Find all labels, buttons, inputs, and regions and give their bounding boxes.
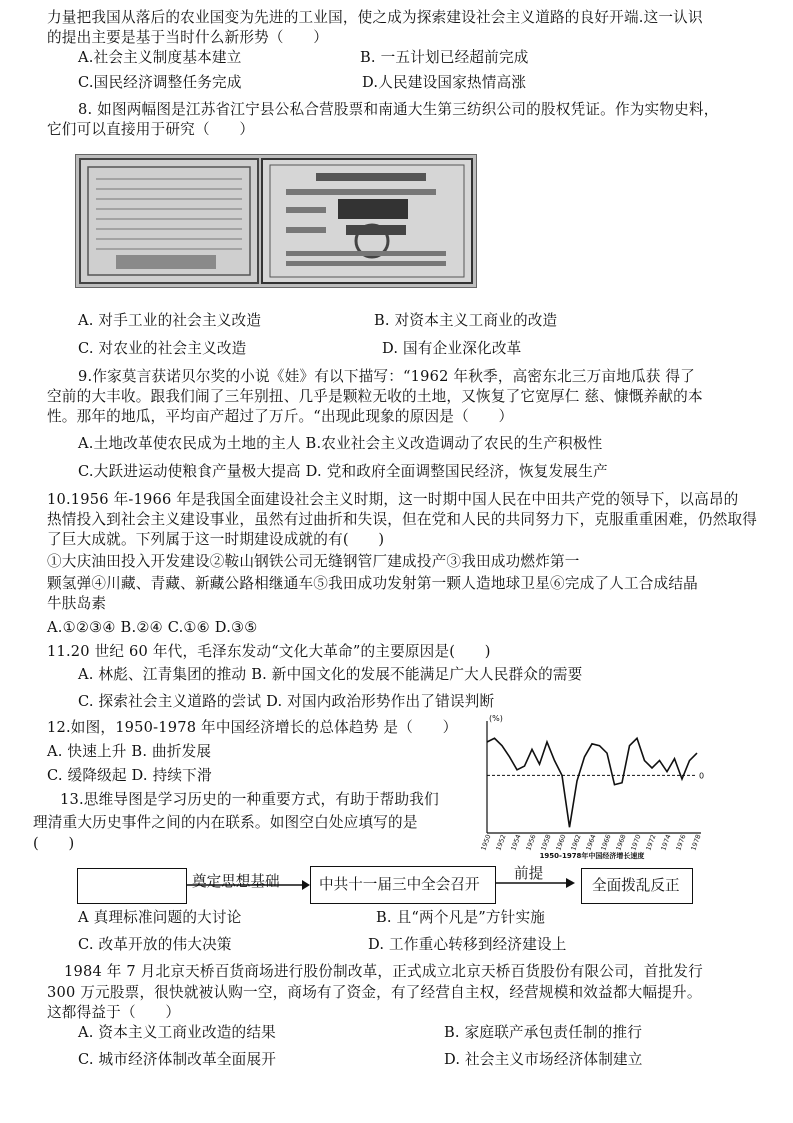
growth-series-line (487, 738, 697, 827)
q11-options-ab[interactable]: A. 林彪、江青集团的推动 B. 新中国文化的发展不能满足广大人民群众的需要 (78, 666, 583, 683)
q10-items-line2: 颗氢弹④川藏、青藏、新藏公路相继通车⑤我田成功发射第一颗人造地球卫星⑥完成了人工合成结晶 (47, 575, 698, 592)
q12-stem: 12.如图，1950-1978 年中国经济增长的总体趋势 是（ ） (47, 719, 458, 736)
q10-stem-line2: 热情投入到社会主义建设事业，虽然有过曲折和失误，但在党和人民的共同努力下，克服重重困难，仍然取得 (47, 511, 758, 528)
q14-option-d[interactable]: D. 社会主义市场经济体制建立 (444, 1051, 643, 1068)
q9-stem-line3: 性。那年的地瓜，平均亩产超过了万斤。“出现此现象的原因是（ ） (47, 408, 514, 425)
q8-stem-line2: 它们可以直接用于研究（ ） (47, 121, 255, 138)
q7-option-a[interactable]: A.社会主义制度基本建立 (78, 49, 242, 66)
x-tick-label: 1964 (584, 833, 598, 852)
q13-stem-line1: 13.思维导图是学习历史的一种重要方式，有助于帮助我们 (60, 791, 439, 808)
x-tick-label: 1972 (644, 833, 658, 852)
q8-option-b[interactable]: B. 对资本主义工商业的改造 (374, 312, 558, 329)
q13-option-d[interactable]: D. 工作重心转移到经济建设上 (368, 936, 567, 953)
x-tick-label: 1956 (524, 833, 538, 852)
q7-stem-line2: 的提出主要是基于当时什么新形势（ ） (47, 29, 329, 46)
growth-chart-svg (475, 713, 715, 861)
chart-title: 1950-1978年中国经济增长速度 (539, 852, 645, 860)
q9-options-cd[interactable]: C.大跃进运动使粮食产量极大提高 D. 党和政府全面调整国民经济，恢复发展生产 (78, 463, 608, 480)
growth-chart (475, 713, 715, 861)
q14-option-a[interactable]: A. 资本主义工商业改造的结果 (78, 1024, 276, 1041)
q13-stem-line3: ( ) (33, 835, 75, 852)
x-tick-label: 1954 (509, 833, 523, 852)
mindmap-arrow2-label: 前提 (514, 865, 544, 882)
mindmap-blank-box (77, 868, 187, 904)
q13-option-a[interactable]: A 真理标准问题的大讨论 (78, 909, 242, 926)
q14-option-c[interactable]: C. 城市经济体制改革全面展开 (78, 1051, 277, 1068)
q10-stem-line1: 10.1956 年-1966 年是我国全面建设社会主义时期，这一时期中国人民在中田共产党的领导下，以高昂的 (47, 491, 739, 508)
q12-options-cd[interactable]: C. 缓降级起 D. 持续下滑 (47, 767, 212, 784)
mindmap-arrow1 (186, 878, 312, 892)
mindmap-arrow2 (496, 876, 578, 890)
certificates-illustration (76, 155, 476, 287)
x-tick-label: 1976 (674, 833, 688, 852)
q8-option-d[interactable]: D. 国有企业深化改革 (382, 340, 522, 357)
q12-options-ab[interactable]: A. 快速上升 B. 曲折发展 (47, 743, 212, 760)
mindmap-box-rectify (581, 868, 693, 904)
q10-options[interactable]: A.①②③④ B.②④ C.①⑥ D.③⑤ (47, 619, 258, 636)
q7-option-b[interactable]: B. 一五计划已经超前完成 (360, 49, 529, 66)
x-tick-label: 1950 (479, 833, 493, 852)
q11-stem: 11.20 世纪 60 年代，毛泽东发动“文化大革命”的主要原因是( ) (47, 643, 491, 660)
q8-option-a[interactable]: A. 对手工业的社会主义改造 (78, 312, 262, 329)
q13-stem-line2: 理清重大历史事件之间的内在联系。如图空白处应填写的是 (33, 814, 418, 831)
q7-option-d[interactable]: D.人民建设国家热情高涨 (362, 74, 527, 91)
mindmap-box-plenum (310, 866, 496, 904)
q14-option-b[interactable]: B. 家庭联产承包责任制的推行 (444, 1024, 643, 1041)
q10-items-line1: ①大庆油田投入开发建设②鞍山钢铁公司无缝钢管厂建成投产③我田成功燃炸第一 (47, 553, 580, 570)
x-tick-label: 1966 (599, 833, 613, 852)
q13-option-b[interactable]: B. 且“两个凡是”方针实施 (376, 909, 546, 926)
q8-stem-line1: 8. 如图两幅图是江苏省江宁县公私合营股票和南通大生第三纺织公司的股权凭证。作为实物史料， (78, 101, 719, 118)
q9-options-ab[interactable]: A.土地改革使农民成为土地的主人 B.农业社会主义改造调动了农民的生产积极性 (78, 435, 603, 452)
x-tick-label: 1974 (659, 833, 673, 852)
q7-stem-line1: 力量把我国从落后的农业国变为先进的工业国，使之成为探索建设社会主义道路的良好开端.这一认识 (47, 9, 703, 26)
x-tick-label: 1960 (554, 833, 568, 852)
y-axis-label: (%) (489, 714, 503, 723)
x-tick-label: 1958 (539, 833, 553, 852)
q14-stem-line1: 1984 年 7 月北京天桥百货商场进行股份制改革，正式成立北京天桥百货股份有限公司，首批发行 (64, 963, 703, 980)
x-tick-label: 1968 (614, 833, 628, 852)
mindmap-box-rectify-label: 全面拨乱反正 (592, 877, 680, 894)
x-tick-label: 1978 (689, 833, 703, 852)
q9-stem-line1: 9.作家莫言获诺贝尔奖的小说《娃》有以下描写：“1962 年秋季，高密东北三万亩地瓜获 得了 (78, 368, 695, 385)
x-tick-label: 1952 (494, 833, 508, 852)
q14-stem-line2: 300 万元股票，很快就被认购一空，商场有了资金，有了经营自主权，经营规模和效益都大幅提升。 (47, 984, 702, 1001)
x-tick-label: 1962 (569, 833, 583, 852)
q10-stem-line3: 了巨大成就。下列属于这一时期建设成就的有( ) (47, 531, 385, 548)
mindmap-box-plenum-label: 中共十一届三中全会召开 (319, 876, 480, 893)
q8-option-c[interactable]: C. 对农业的社会主义改造 (78, 340, 247, 357)
x-tick-label: 1970 (629, 833, 643, 852)
q10-items-line3: 牛肤岛素 (47, 595, 107, 612)
q7-option-c[interactable]: C.国民经济调整任务完成 (78, 74, 242, 91)
q13-option-c[interactable]: C. 改革开放的伟大决策 (78, 936, 232, 953)
q14-stem-line3: 这都得益于（ ） (47, 1004, 181, 1021)
q11-options-cd[interactable]: C. 探索社会主义道路的尝试 D. 对国内政治形势作出了错误判断 (78, 693, 495, 710)
stock-certificates-photo (75, 154, 477, 288)
zero-label: 0 (699, 771, 705, 781)
mindmap-arrow1-label: 奠定思想基础 (192, 873, 280, 890)
q9-stem-line2: 空前的大丰收。跟我们闹了三年别扭、几乎是颗粒无收的土地，又恢复了它宽厚仁 慈、慷慨养献的本 (47, 388, 703, 405)
